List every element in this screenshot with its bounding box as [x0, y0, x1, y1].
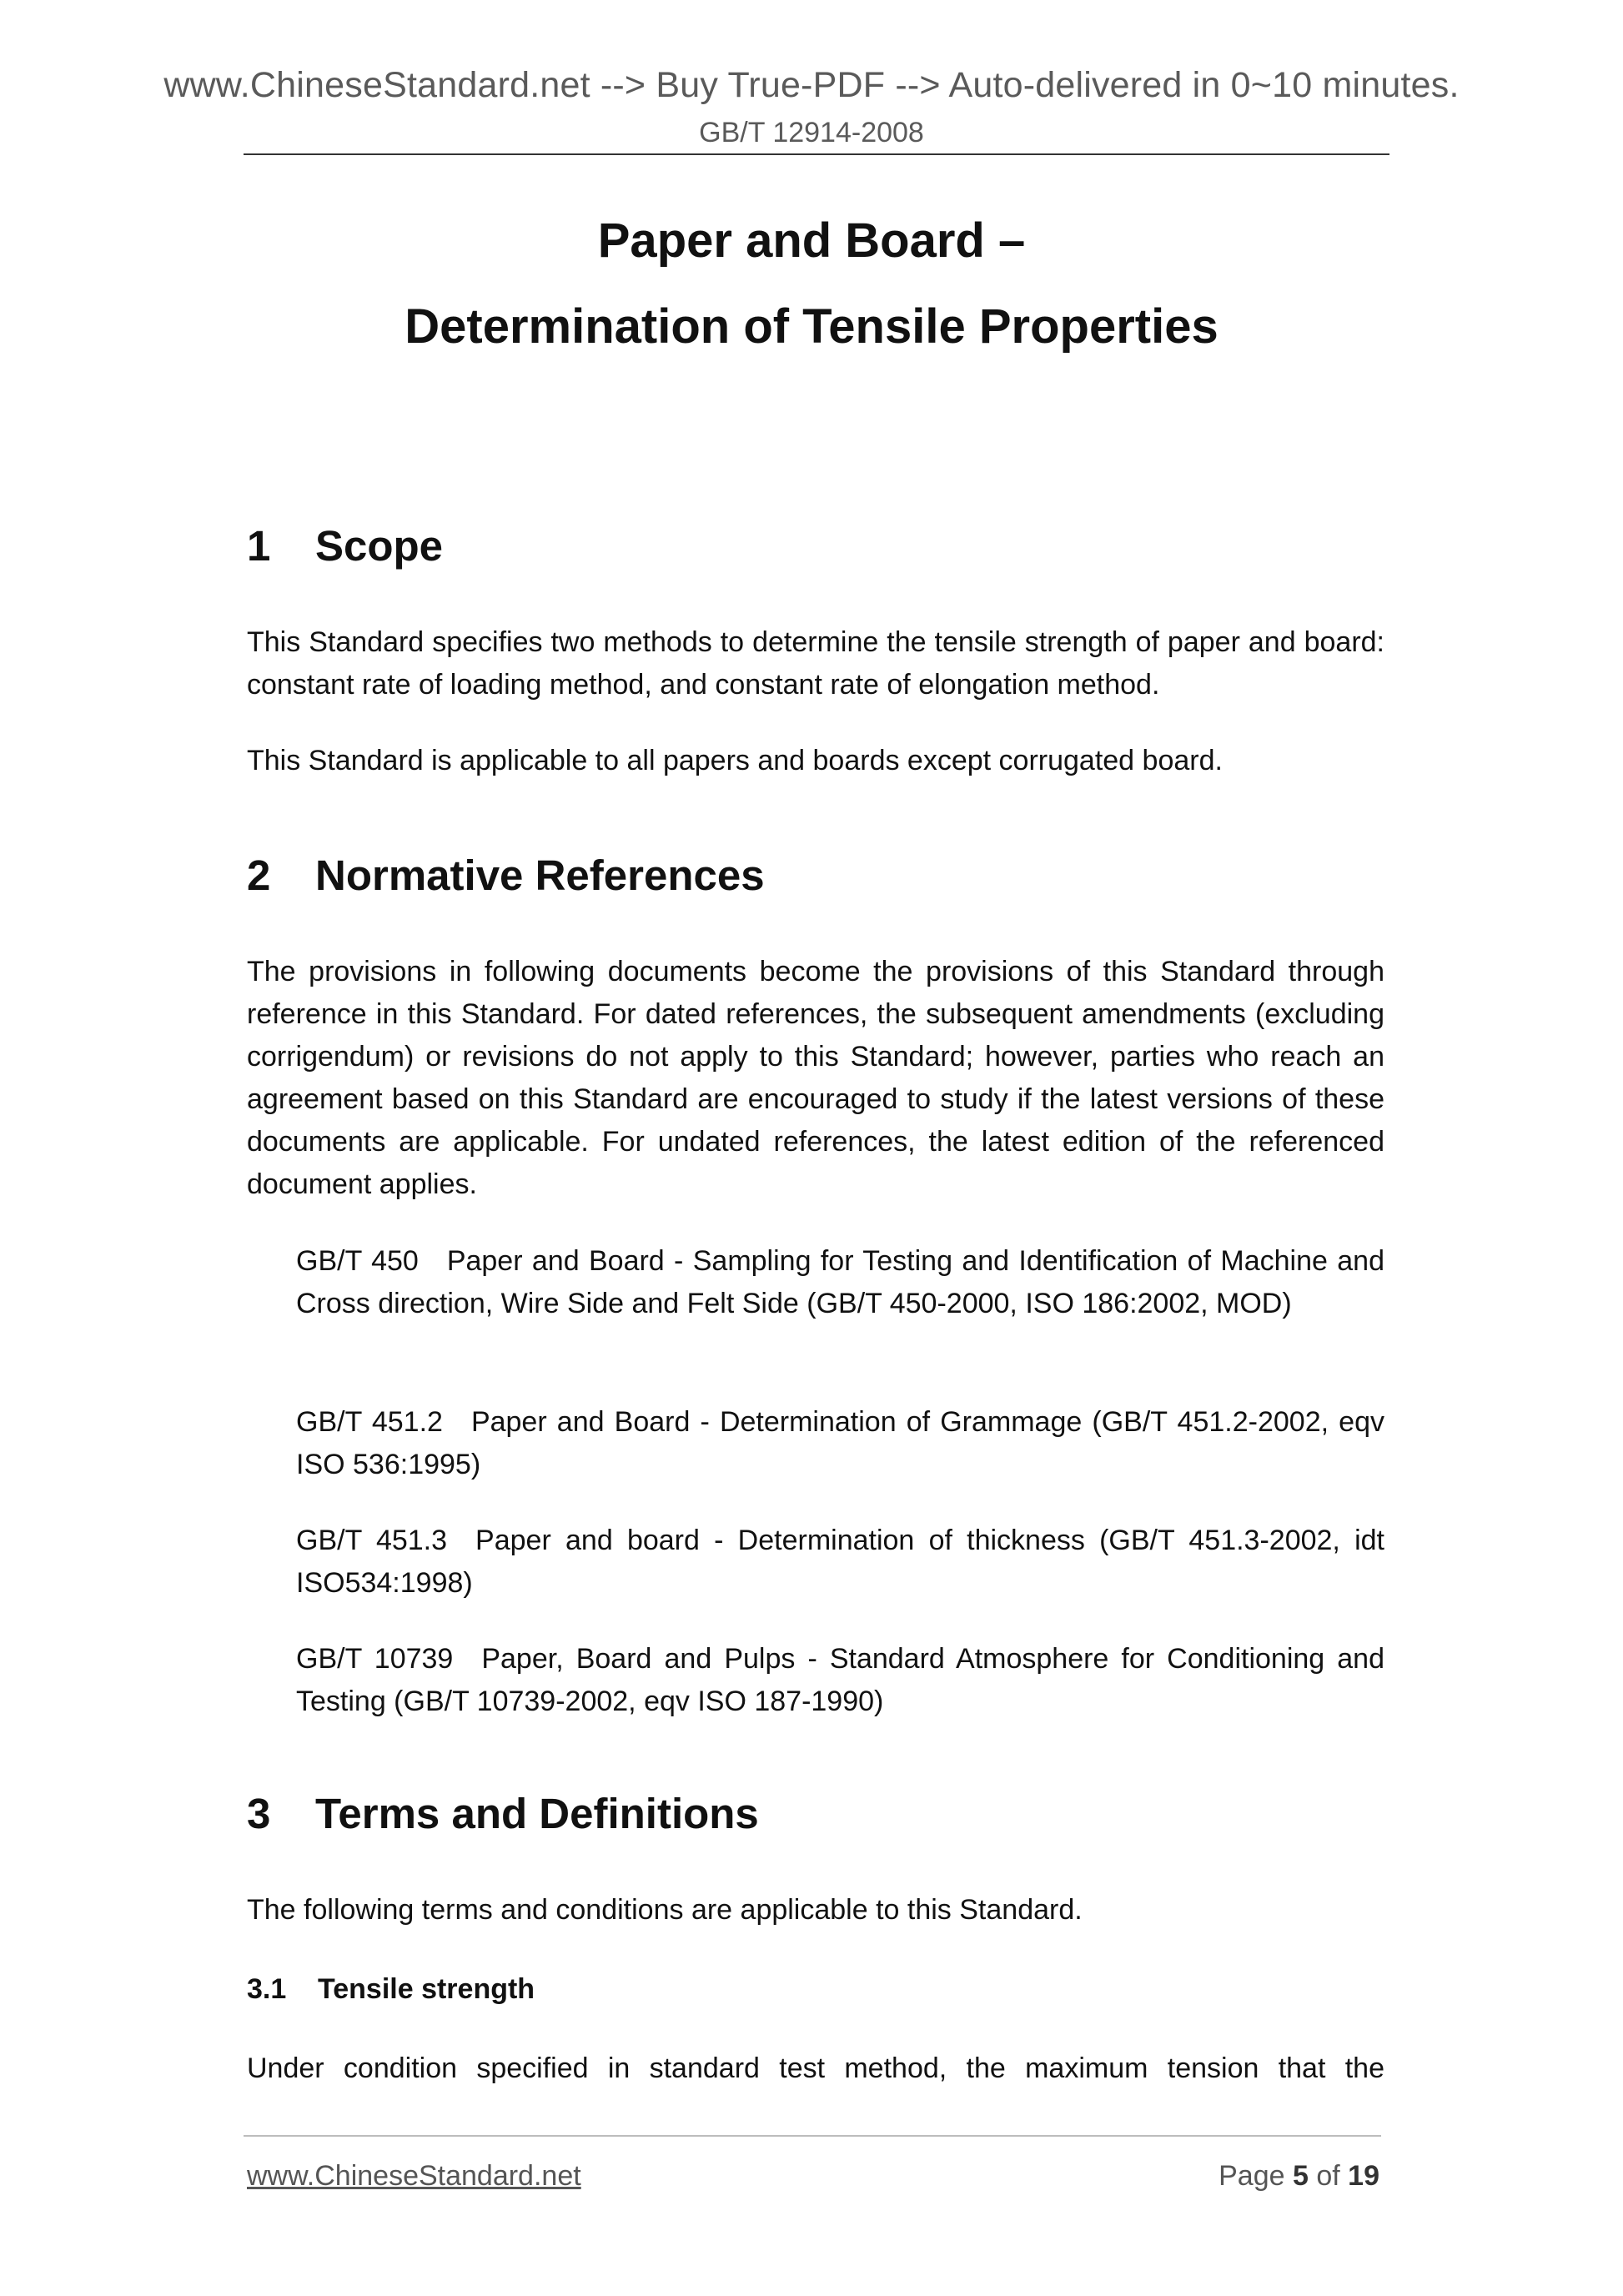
reference-code: GB/T 10739 [296, 1643, 454, 1675]
document-title-line-2: Determination of Tensile Properties [404, 299, 1219, 354]
page-of-label: of [1316, 2160, 1340, 2192]
page-label: Page [1219, 2160, 1285, 2192]
normative-intro-paragraph: The provisions in following documents become the provisions of this Standard through reference in this Standard. For dated references, the subsequent amendments (excluding corrigendum) or revisions do not apply to this Standard; however, parties who reach an agreement based on this Standard are encouraged to study if the latest versions of these documents are applicable. For undated references, the latest edition of the referenced document applies. [247, 956, 1384, 1200]
reference-text: Paper and Board - Determination of Grammage (GB/T 451.2-2002, eqv ISO 536:1995) [296, 1406, 1384, 1480]
reference-item [296, 1638, 1384, 1723]
standard-code: GB/T 12914-2008 [699, 117, 924, 148]
reference-item [296, 1240, 1384, 1325]
reference-code: GB/T 451.3 [296, 1525, 448, 1556]
scope-paragraph-2: This Standard is applicable to all papers and boards except corrugated board. [247, 745, 1223, 776]
document-title-line-1: Paper and Board – [597, 214, 1026, 268]
header-divider [244, 153, 1389, 155]
section-title: Normative References [315, 852, 765, 899]
footer-site-link[interactable]: www.ChineseStandard.net [247, 2160, 581, 2192]
reference-code: GB/T 450 [296, 1245, 419, 1277]
reference-item [296, 1520, 1384, 1605]
subsection-title: Tensile strength [318, 1973, 535, 2005]
section-number: 3 [247, 1790, 271, 1837]
current-page-number: 5 [1292, 2160, 1309, 2192]
section-title: Scope [315, 522, 444, 570]
section-heading-normative-references [247, 851, 765, 900]
section-number: 1 [247, 522, 271, 570]
reference-item [296, 1401, 1384, 1486]
total-pages-number: 19 [1348, 2160, 1379, 2192]
tensile-strength-definition: Under condition specified in standard test method, the maximum tension that the [247, 2052, 1384, 2084]
reference-code: GB/T 451.2 [296, 1406, 443, 1438]
scope-paragraph-1: This Standard specifies two methods to determine the tensile strength of paper and board: constant rate of loading method, and constant rate of elongation method. [247, 626, 1384, 701]
site-banner: www.ChineseStandard.net --> Buy True-PDF --> Auto-delivered in 0~10 minutes. [163, 65, 1460, 105]
section-heading-scope [247, 521, 443, 570]
reference-text: Paper and board - Determination of thickness (GB/T 451.3-2002, idt ISO534:1998) [296, 1525, 1384, 1599]
reference-text: Paper and Board - Sampling for Testing and Identification of Machine and Cross direction, Wire Side and Felt Side (GB/T 450-2000, ISO 186:2002, MOD) [296, 1245, 1384, 1319]
reference-text: Paper, Board and Pulps - Standard Atmosphere for Conditioning and Testing (GB/T 10739-2002, eqv ISO 187-1990) [296, 1643, 1384, 1717]
section-number: 2 [247, 852, 271, 899]
footer-divider [244, 2135, 1381, 2137]
page-indicator [1219, 2160, 1379, 2193]
subsection-number: 3.1 [247, 1973, 287, 2005]
section-heading-terms-definitions [247, 1789, 759, 1838]
section-title: Terms and Definitions [315, 1790, 759, 1837]
terms-intro-paragraph: The following terms and conditions are applicable to this Standard. [247, 1894, 1083, 1926]
subsection-heading-tensile-strength [247, 1973, 535, 2006]
